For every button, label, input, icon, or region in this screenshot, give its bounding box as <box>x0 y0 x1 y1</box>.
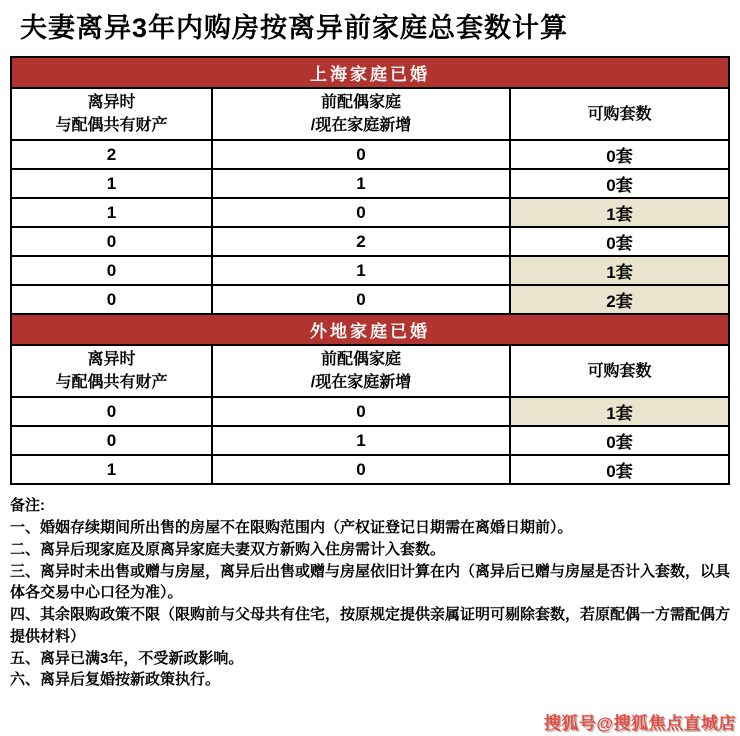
table-row <box>11 227 729 256</box>
note-item: 三、离异时未出售或赠与房屋，离异后出售或赠与房屋依旧计算在内（离异后已赠与房屋是否计入套数，以具体各交易中心口径为准）。 <box>10 562 731 602</box>
table-row <box>11 285 729 314</box>
table-row <box>11 140 729 169</box>
column-header-row <box>11 345 729 397</box>
cell-shared-property: 0 <box>11 285 212 314</box>
cell-new-additions: 0 <box>212 455 510 484</box>
cell-purchasable-units: 0套 <box>510 426 729 455</box>
header-line: 可购套数 <box>587 105 652 123</box>
note-item: 二、离异后现家庭及原离异家庭夫妻双方新购入住房需计入套数。 <box>10 540 446 558</box>
cell-purchasable-units: 0套 <box>510 169 729 198</box>
note-item: 四、其余限购政策不限（限购前与父母共有住宅，按原规定提供亲属证明可剔除套数，若原配偶一方需配偶方提供材料） <box>10 606 731 645</box>
watermark: 搜狐号@搜狐焦点直城店 <box>543 714 736 733</box>
page-title: 夫妻离异3年内购房按离异前家庭总套数计算 <box>20 13 569 43</box>
table-row <box>11 198 729 227</box>
header-line: /现在家庭新增 <box>310 117 412 135</box>
section-band-row-nonlocal <box>11 314 729 345</box>
header-line: 前配偶家庭 <box>321 351 402 369</box>
section-title-nonlocal: 外地家庭已婚 <box>11 314 729 345</box>
header-shared-property <box>11 88 212 140</box>
cell-new-additions: 1 <box>212 256 510 285</box>
cell-shared-property: 0 <box>11 397 212 426</box>
header-purchasable-units <box>510 345 729 397</box>
cell-purchasable-units: 1套 <box>510 256 729 285</box>
cell-purchasable-units: 0套 <box>510 227 729 256</box>
header-line: 前配偶家庭 <box>321 94 402 112</box>
header-line: /现在家庭新增 <box>310 374 412 392</box>
cell-shared-property: 1 <box>11 198 212 227</box>
cell-new-additions: 2 <box>212 227 510 256</box>
column-header-row <box>11 88 729 140</box>
section-band-row-shanghai <box>11 57 729 88</box>
header-shared-property <box>11 345 212 397</box>
note-item: 五、离异已满3年，不受新政影响。 <box>10 649 244 667</box>
table-row <box>11 397 729 426</box>
header-line: 与配偶共有财产 <box>55 374 168 392</box>
table-row <box>11 256 729 285</box>
notes-label: 备注: <box>10 497 45 515</box>
header-new-additions <box>212 345 510 397</box>
header-line: 离异时 <box>87 351 136 369</box>
cell-shared-property: 1 <box>11 169 212 198</box>
cell-shared-property: 0 <box>11 256 212 285</box>
note-item: 一、婚姻存续期间所出售的房屋不在限购范围内（产权证登记日期需在离婚日期前）。 <box>10 519 573 537</box>
cell-shared-property: 0 <box>11 227 212 256</box>
cell-shared-property: 0 <box>11 426 212 455</box>
cell-new-additions: 0 <box>212 285 510 314</box>
cell-shared-property: 1 <box>11 455 212 484</box>
cell-new-additions: 0 <box>212 397 510 426</box>
cell-new-additions: 1 <box>212 426 510 455</box>
notes-section <box>10 495 730 691</box>
cell-purchasable-units: 0套 <box>510 455 729 484</box>
header-line: 可购套数 <box>587 362 652 380</box>
section-title-shanghai: 上海家庭已婚 <box>11 57 729 88</box>
table-row <box>11 169 729 198</box>
cell-purchasable-units: 1套 <box>510 397 729 426</box>
cell-purchasable-units: 0套 <box>510 140 729 169</box>
cell-new-additions: 0 <box>212 198 510 227</box>
cell-new-additions: 1 <box>212 169 510 198</box>
note-item: 六、离异后复婚按新政策执行。 <box>10 671 221 689</box>
cell-purchasable-units: 1套 <box>510 198 729 227</box>
housing-policy-table <box>10 56 730 485</box>
cell-purchasable-units: 2套 <box>510 285 729 314</box>
header-purchasable-units <box>510 88 729 140</box>
header-line: 离异时 <box>87 94 136 112</box>
table-row <box>11 426 729 455</box>
header-new-additions <box>212 88 510 140</box>
header-line: 与配偶共有财产 <box>55 117 168 135</box>
table-row <box>11 455 729 484</box>
cell-new-additions: 0 <box>212 140 510 169</box>
cell-shared-property: 2 <box>11 140 212 169</box>
